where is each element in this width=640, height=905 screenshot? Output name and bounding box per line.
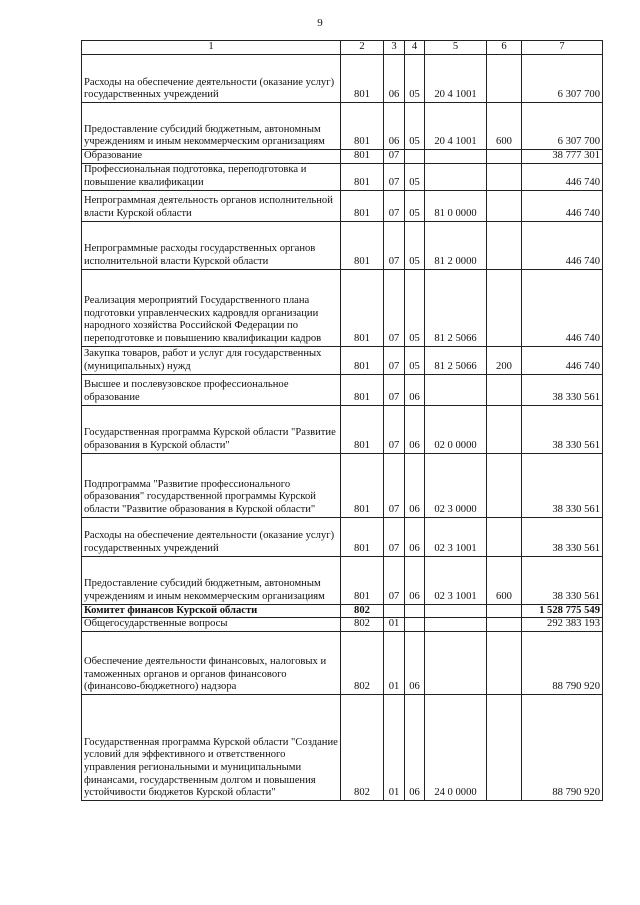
row-section: 07 [384,163,405,190]
row-section: 07 [384,150,405,164]
row-code: 801 [341,405,384,453]
table-row [82,55,603,103]
header-col-2: 2 [341,41,384,55]
row-section: 07 [384,405,405,453]
row-name: Обеспечение деятельности финансовых, налоговых и таможенных органов и органов финансового (финансово-бюджетного) надзора [82,631,341,694]
row-subsection [405,604,425,618]
row-code: 801 [341,163,384,190]
header-col-3: 3 [384,41,405,55]
row-section: 07 [384,556,405,604]
row-amount: 38 330 561 [522,556,603,604]
row-name: Непрограммная деятельность органов исполнительной власти Курской области [82,190,341,221]
row-expense-type: 200 [487,346,522,374]
row-amount: 446 740 [522,346,603,374]
row-section: 07 [384,221,405,269]
row-section: 07 [384,517,405,556]
row-target-article: 81 2 0000 [425,221,487,269]
row-expense-type [487,374,522,405]
row-subsection: 06 [405,694,425,800]
table-row [82,221,603,269]
row-code: 801 [341,269,384,346]
row-subsection: 06 [405,374,425,405]
row-expense-type [487,163,522,190]
row-target-article: 20 4 1001 [425,55,487,103]
row-subsection: 05 [405,55,425,103]
row-target-article [425,604,487,618]
row-expense-type [487,190,522,221]
table-row [82,694,603,800]
row-target-article [425,618,487,632]
row-subsection: 05 [405,163,425,190]
row-expense-type: 600 [487,556,522,604]
table-header-row [82,41,603,55]
row-expense-type [487,55,522,103]
row-name: Предоставление субсидий бюджетным, автономным учреждениям и иным некоммерческим организациям [82,103,341,150]
row-amount: 1 528 775 549 [522,604,603,618]
row-expense-type [487,150,522,164]
row-section: 07 [384,269,405,346]
row-subsection: 06 [405,517,425,556]
row-code: 801 [341,221,384,269]
header-col-1: 1 [82,41,341,55]
table-row [82,618,603,632]
row-code: 801 [341,517,384,556]
table-row [82,269,603,346]
row-amount: 6 307 700 [522,55,603,103]
row-amount: 38 330 561 [522,405,603,453]
table-row [82,150,603,164]
table-row [82,163,603,190]
row-code: 802 [341,618,384,632]
header-col-6: 6 [487,41,522,55]
table-row [82,103,603,150]
row-expense-type [487,221,522,269]
row-section: 07 [384,190,405,221]
table-row [82,190,603,221]
row-name: Предоставление субсидий бюджетным, автономным учреждениям и иным некоммерческим организациям [82,556,341,604]
row-target-article: 02 3 1001 [425,556,487,604]
row-name: Образование [82,150,341,164]
header-col-4: 4 [405,41,425,55]
row-expense-type: 600 [487,103,522,150]
table-row [82,631,603,694]
row-code: 801 [341,150,384,164]
row-subsection [405,618,425,632]
header-col-5: 5 [425,41,487,55]
row-section: 01 [384,631,405,694]
row-amount: 446 740 [522,269,603,346]
row-expense-type [487,618,522,632]
row-subsection: 06 [405,405,425,453]
row-code: 801 [341,190,384,221]
row-section: 07 [384,453,405,517]
header-col-7: 7 [522,41,603,55]
row-name: Профессиональная подготовка, переподготовка и повышение квалификации [82,163,341,190]
table-row [82,556,603,604]
row-code: 801 [341,453,384,517]
row-section: 07 [384,374,405,405]
table-row [82,346,603,374]
row-name: Государственная программа Курской области "Создание условий для эффективного и ответственного управления региональными и муниципальными финансами, государственным долгом и повышения устойчивости бюджетов Курской области" [82,694,341,800]
row-amount: 446 740 [522,190,603,221]
row-amount: 446 740 [522,221,603,269]
row-code: 801 [341,556,384,604]
row-code: 801 [341,346,384,374]
row-expense-type [487,405,522,453]
row-name: Подпрограмма "Развитие профессионального образования" государственной программы Курской области "Развитие образования в Курской области" [82,453,341,517]
page-number: 9 [317,17,323,29]
row-name: Высшее и послевузовское профессиональное образование [82,374,341,405]
row-amount: 38 777 301 [522,150,603,164]
row-expense-type [487,269,522,346]
row-subsection: 05 [405,269,425,346]
row-target-article: 02 0 0000 [425,405,487,453]
row-name: Комитет финансов Курской области [82,604,341,618]
row-target-article [425,163,487,190]
row-code: 801 [341,55,384,103]
row-name: Непрограммные расходы государственных органов исполнительной власти Курской области [82,221,341,269]
table-row [82,604,603,618]
row-code: 802 [341,604,384,618]
row-amount: 292 383 193 [522,618,603,632]
row-code: 802 [341,631,384,694]
row-target-article: 24 0 0000 [425,694,487,800]
table-row [82,517,603,556]
row-target-article: 02 3 0000 [425,453,487,517]
table-row [82,453,603,517]
row-code: 802 [341,694,384,800]
row-expense-type [487,517,522,556]
row-subsection [405,150,425,164]
row-amount: 38 330 561 [522,374,603,405]
row-section: 06 [384,55,405,103]
row-expense-type [487,453,522,517]
row-subsection: 06 [405,453,425,517]
row-expense-type [487,604,522,618]
row-section [384,604,405,618]
row-target-article: 81 0 0000 [425,190,487,221]
budget-table [81,40,603,801]
row-name: Расходы на обеспечение деятельности (оказание услуг) государственных учреждений [82,55,341,103]
row-subsection: 05 [405,190,425,221]
row-section: 07 [384,346,405,374]
table-row [82,374,603,405]
row-amount: 38 330 561 [522,517,603,556]
row-subsection: 05 [405,103,425,150]
row-amount: 6 307 700 [522,103,603,150]
row-name: Реализация мероприятий Государственного плана подготовки управленческих кадровдля организации народного хозяйства Российской Федерации по переподготовке и повышению квалификации кадров [82,269,341,346]
row-amount: 446 740 [522,163,603,190]
row-amount: 88 790 920 [522,631,603,694]
row-code: 801 [341,374,384,405]
row-expense-type [487,694,522,800]
row-subsection: 06 [405,631,425,694]
row-name: Закупка товаров, работ и услуг для государственных (муниципальных) нужд [82,346,341,374]
row-amount: 38 330 561 [522,453,603,517]
row-target-article [425,374,487,405]
row-expense-type [487,631,522,694]
row-target-article: 81 2 5066 [425,346,487,374]
table-row [82,405,603,453]
row-target-article [425,150,487,164]
row-subsection: 05 [405,346,425,374]
row-name: Расходы на обеспечение деятельности (оказание услуг) государственных учреждений [82,517,341,556]
row-section: 01 [384,618,405,632]
row-name: Общегосударственные вопросы [82,618,341,632]
row-target-article: 02 3 1001 [425,517,487,556]
row-target-article: 20 4 1001 [425,103,487,150]
row-target-article: 81 2 5066 [425,269,487,346]
row-subsection: 05 [405,221,425,269]
row-section: 06 [384,103,405,150]
row-amount: 88 790 920 [522,694,603,800]
row-code: 801 [341,103,384,150]
row-section: 01 [384,694,405,800]
row-name: Государственная программа Курской области "Развитие образования в Курской области" [82,405,341,453]
row-target-article [425,631,487,694]
row-subsection: 06 [405,556,425,604]
